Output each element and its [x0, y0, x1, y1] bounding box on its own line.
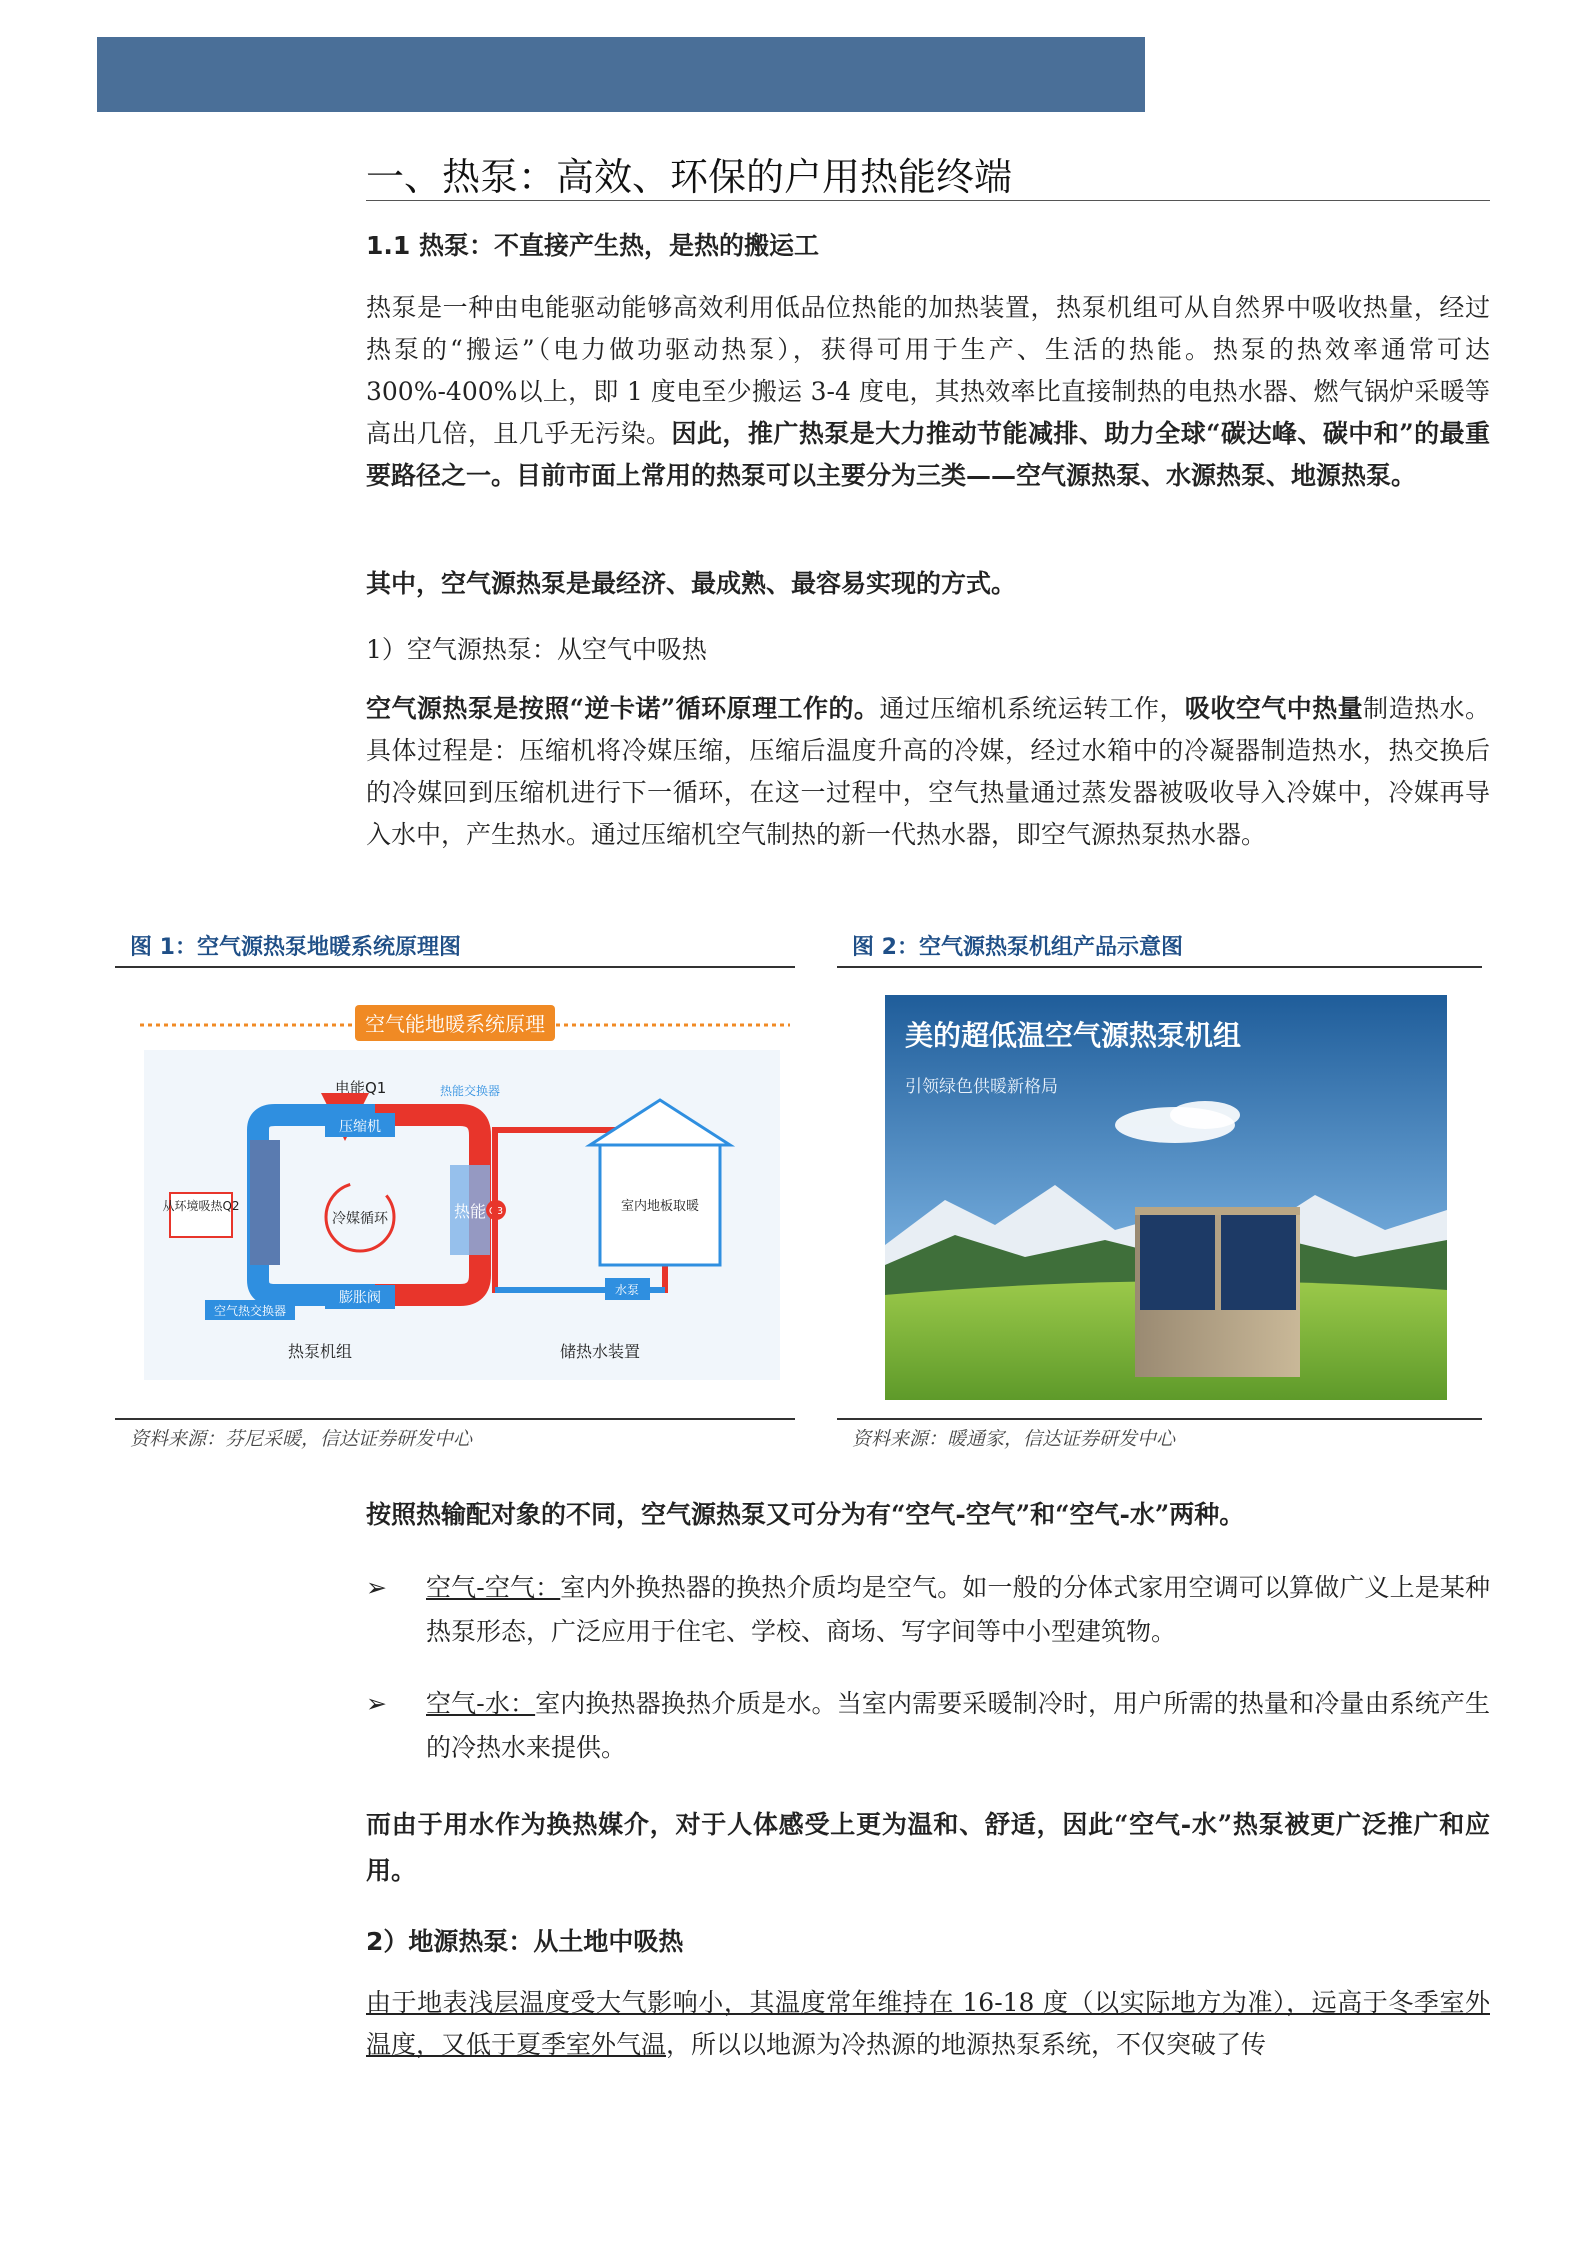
label-q3: Q3: [488, 1206, 504, 1217]
bullet-arrow-icon: ➢: [366, 1689, 387, 1718]
section-title: 一、热泵：高效、环保的户用热能终端: [366, 155, 1013, 199]
label-power: 电能Q1: [335, 1079, 387, 1097]
ad-subtitle: 引领绿色供暖新格局: [905, 1077, 1058, 1097]
figure-1-title: 图 1：空气源热泵地暖系统原理图: [130, 935, 461, 960]
label-unit: 热泵机组: [287, 1342, 353, 1361]
bullet-air-air-term: 空气-空气：: [426, 1573, 561, 1602]
label-water: 水泵: [614, 1283, 640, 1297]
paragraph-types: 按照热输配对象的不同，空气源热泵又可分为有“空气-空气”和“空气-水”两种。: [366, 1500, 1245, 1529]
heat-pump-diagram: [140, 995, 800, 1387]
heading-ground-source: 2）地源热泵：从土地中吸热: [366, 1927, 684, 1956]
bullet-air-water-term: 空气-水：: [426, 1689, 536, 1718]
unit-fan-grille-2: [1221, 1215, 1296, 1310]
unit-top: [1135, 1207, 1300, 1215]
header-bar: [97, 37, 1145, 112]
principle-normal-1: 通过压缩机系统运转工作，: [879, 694, 1185, 723]
label-heat: 热能: [453, 1202, 487, 1221]
bullet-air-water: [366, 1682, 1490, 1770]
ad-title: 美的超低温空气源热泵机组: [905, 1019, 1242, 1052]
bullet-air-water-text: 室内换热器换热介质是水。当室内需要采暖制冷时，用户所需的热量和冷量由系统产生的冷热水来提供。: [426, 1689, 1490, 1762]
figure-1-top-rule: [115, 966, 795, 968]
figure-1-source: 资料来源：芬尼采暖，信达证券研发中心: [130, 1428, 473, 1450]
paragraph-air-economy: 其中，空气源热泵是最经济、最成熟、最容易实现的方式。: [366, 569, 1017, 598]
figure-1-diagram: [140, 995, 800, 1387]
principle-bold-2: 吸收空气中热量: [1184, 694, 1364, 723]
label-hx: 热能交换器: [440, 1084, 501, 1098]
figure-2-bottom-rule: [837, 1418, 1482, 1420]
paragraph-ground: [366, 1982, 1490, 2066]
bullet-arrow-icon: ➢: [366, 1573, 387, 1602]
figure-2-title: 图 2：空气源热泵机组产品示意图: [852, 935, 1183, 960]
title-rule: [366, 200, 1490, 201]
label-env: 从环境吸热Q2: [162, 1199, 240, 1213]
label-valve: 膨胀阀: [339, 1290, 381, 1306]
label-tank: 储热水装置: [559, 1342, 641, 1361]
label-compressor: 压缩机: [339, 1119, 381, 1135]
label-air-hx: 空气热交换器: [213, 1304, 287, 1318]
principle-normal-2: 制造热水。具体过程是：压缩机将冷媒压缩，压缩后温度升高的冷媒，经过水箱中的冷凝器制造热水，热交换后的冷媒回到压缩机进行下一循环，在这一过程中，空气热量通过蒸发器被吸收导入冷媒中，冷媒再导入水中，产生热水。通过压缩机空气制热的新一代热水器，即空气源热泵热水器。: [366, 694, 1490, 849]
label-cycle: 冷媒循环: [332, 1211, 388, 1227]
heading-air-source: 1）空气源热泵：从空气中吸热: [366, 635, 707, 664]
unit-fan-grille-1: [1140, 1215, 1215, 1310]
bullet-air-air-text: 室内外换热器的换热介质均是空气。如一般的分体式家用空调可以算做广义上是某种热泵形态，广泛应用于住宅、学校、商场、写字间等中小型建筑物。: [426, 1573, 1490, 1646]
figure-1-bottom-rule: [115, 1418, 795, 1420]
evaporator-coil: [250, 1140, 280, 1265]
paragraph-ground-underlined: 由于地表浅层温度受大气影响小，其温度常年维持在 16-18 度（以实际地方为准），远高于冬季室外温度，又低于夏季室外气温: [366, 1988, 1490, 2059]
principle-bold-1: 空气源热泵是按照“逆卡诺”循环原理工作的。: [366, 694, 880, 723]
paragraph-intro-bold: 因此，推广热泵是大力推动节能减排、助力全球“碳达峰、碳中和”的最重要路径之一。目前市面上常用的热泵可以主要分为三类——空气源热泵、水源热泵、地源热泵。: [366, 419, 1490, 490]
figure-2-top-rule: [837, 966, 1482, 968]
figure-2-photo: [885, 995, 1447, 1400]
cloud-2: [1170, 1101, 1240, 1129]
paragraph-air-principle: [366, 688, 1490, 856]
figure-2-source: 资料来源：暖通家，信达证券研发中心: [852, 1428, 1176, 1450]
bullet-air-air: [366, 1566, 1490, 1654]
label-room: 室内地板取暖: [620, 1199, 700, 1214]
banner-text: 空气能地暖系统原理: [365, 1012, 545, 1036]
paragraph-intro: [366, 287, 1490, 497]
product-photo: [885, 995, 1447, 1400]
paragraph-ground-normal: ，所以以地源为冷热源的地源热泵系统，不仅突破了传: [666, 2030, 1267, 2059]
paragraph-air-water-conclusion: 而由于用水作为换热媒介，对于人体感受上更为温和、舒适，因此“空气-水”热泵被更广泛推广和应用。: [366, 1810, 1490, 1885]
subsection-heading: 1.1 热泵：不直接产生热，是热的搬运工: [366, 231, 819, 260]
paragraph-intro-normal: 热泵是一种由电能驱动能够高效利用低品位热能的加热装置，热泵机组可从自然界中吸收热量，经过热泵的“搬运”（电力做功驱动热泵），获得可用于生产、生活的热能。热泵的热效率通常可达 300%-400%以上，即 1 度电至少搬运 3-4 度电，其热效率比直接制热的电热水器、燃气锅炉采暖等高出几倍，且几乎无污染。: [366, 293, 1490, 448]
